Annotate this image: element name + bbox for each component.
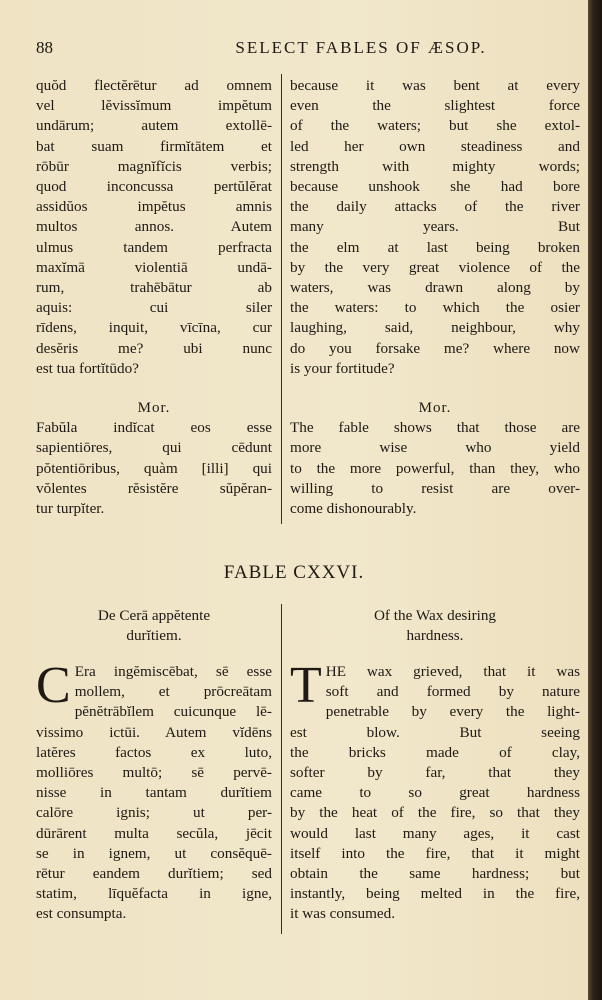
text-line: would last many ages, it cast [290, 824, 580, 842]
text-line: itself into the fire, that it might [290, 844, 580, 862]
text-line: because unshook she had bore [290, 178, 580, 196]
drop-cap: C [36, 657, 71, 714]
text-line: rōbūr magnĭfĭcis verbis; [36, 157, 272, 175]
fable-title: FABLE CXXVI. [223, 562, 365, 583]
text-line: the bricks made of clay, [290, 743, 580, 761]
text-line: softer by far, that they [290, 764, 580, 782]
text-line: vel lĕvissĭmum impĕtum [36, 97, 272, 115]
text-line: Era ingĕmiscēbat, sē esse [74, 663, 272, 680]
text-line: instantly, being melted in the fire, [290, 885, 580, 903]
text-line: the waters: to which the osier [290, 299, 580, 317]
text-line: multos annos. Autem [36, 218, 272, 236]
page-header [36, 38, 576, 62]
text-line: desĕris me? ubi nunc [36, 339, 272, 357]
english-text-upper [290, 76, 580, 379]
text-line: quod inconcussa pertŭlĕrat [36, 178, 272, 196]
text-line: vissimo ictūi. Autem vĭdēns [36, 723, 272, 741]
text-line: latĕres factos ex luto, [36, 743, 272, 761]
text-line: of the waters; but she extol- [290, 117, 580, 135]
text-line: rīdens, inquit, vīcīna, cur [36, 319, 272, 337]
text-line: assidŭos impĕtus amnis [36, 198, 272, 216]
running-title: SELECT FABLES OF ÆSOP. [235, 38, 487, 57]
text-line: ulmus tandem perfracta [36, 238, 272, 256]
text-line: dūrārent multa secŭla, jēcit [36, 824, 272, 842]
english-moral [290, 398, 580, 519]
text-line: to the more powerful, than they, who [290, 459, 580, 477]
drop-cap: T [290, 657, 322, 714]
subtitle-line: durĭtiem. [126, 627, 182, 645]
text-line: est consumpta. [36, 905, 127, 923]
text-line: rētur eandem durĭtiem; sed [36, 865, 272, 883]
moral-heading: Mor. [137, 400, 171, 416]
text-line: laughing, said, neighbour, why [290, 319, 580, 337]
latin-text-upper [36, 76, 272, 379]
text-line: The fable shows that those are [290, 419, 580, 437]
text-line: pĕnĕtrābĭlem cuicunque lē- [74, 703, 272, 721]
english-fable-body [290, 657, 580, 925]
latin-moral [36, 398, 272, 519]
text-line: come dishonourably. [290, 500, 417, 518]
text-line: est blow. But seeing [290, 723, 580, 741]
text-line: maxĭmā violentiā undā- [36, 258, 272, 276]
text-line: bat suam firmĭtātem et [36, 137, 272, 155]
text-line: tur turpĭter. [36, 500, 105, 518]
text-line: calōre ignis; ut per- [36, 804, 272, 822]
text-line: se in ignem, ut consĕquē- [36, 844, 272, 862]
text-line: because it was bent at every [290, 77, 580, 94]
text-line: quŏd flectĕrētur ad omnem [36, 77, 272, 94]
text-line: more wise who yield [290, 439, 580, 457]
text-line: by the heat of the fire, so that they [290, 804, 580, 822]
text-line: molliōres multō; sē pervē- [36, 764, 272, 782]
text-line: sapientiōres, qui cēdunt [36, 439, 272, 457]
text-line: many years. But [290, 218, 580, 236]
text-line: nisse in tantam durĭtiem [36, 784, 272, 802]
text-line: even the slightest force [290, 97, 580, 115]
text-line: the daily attacks of the river [290, 198, 580, 216]
text-line: HE wax grieved, that it was [325, 663, 580, 680]
text-line: strength with mighty words; [290, 157, 580, 175]
text-line: Fabŭla indĭcat eos esse [36, 419, 272, 437]
text-line: is your fortitude? [290, 359, 395, 377]
text-line: statim, līquĕfacta in igne, [36, 885, 272, 903]
text-line: rum, trahēbātur ab [36, 279, 272, 297]
text-line: by the very great violence of the [290, 258, 580, 276]
english-fable-subtitle [290, 606, 580, 646]
text-line: aquis: cui siler [36, 299, 272, 317]
text-line: came to so great hardness [290, 784, 580, 802]
text-line: obtain the same hardness; but [290, 865, 580, 883]
text-line: undārum; autem extollē- [36, 117, 272, 135]
column-divider-upper [281, 74, 282, 524]
text-line: the elm at last being broken [290, 238, 580, 256]
text-line: it was consumed. [290, 905, 396, 923]
page-number: 88 [36, 38, 53, 57]
book-binding-edge [588, 0, 602, 1000]
text-line: est tua fortĭtūdo? [36, 359, 139, 377]
subtitle-line: Of the Wax desiring [373, 607, 497, 624]
text-line: willing to resist are over- [290, 479, 580, 497]
column-divider-lower [281, 604, 282, 934]
latin-fable-body [36, 657, 272, 925]
moral-heading: Mor. [418, 400, 452, 416]
text-line: mollem, et prōcreātam [74, 683, 272, 701]
text-line: pŏtentiōribus, quàm [illi] qui [36, 459, 272, 477]
text-line: waters, was drawn along by [290, 279, 580, 297]
subtitle-line: De Cerā appĕtente [97, 607, 211, 624]
text-line: soft and formed by nature [325, 683, 580, 701]
text-line: do you forsake me? where now [290, 339, 580, 357]
subtitle-line: hardness. [406, 627, 464, 645]
text-line: vŏlentes rĕsistĕre sŭpĕran- [36, 479, 272, 497]
text-line: penetrable by every the light- [325, 703, 580, 721]
latin-fable-subtitle [36, 606, 272, 646]
text-line: led her own steadiness and [290, 137, 580, 155]
